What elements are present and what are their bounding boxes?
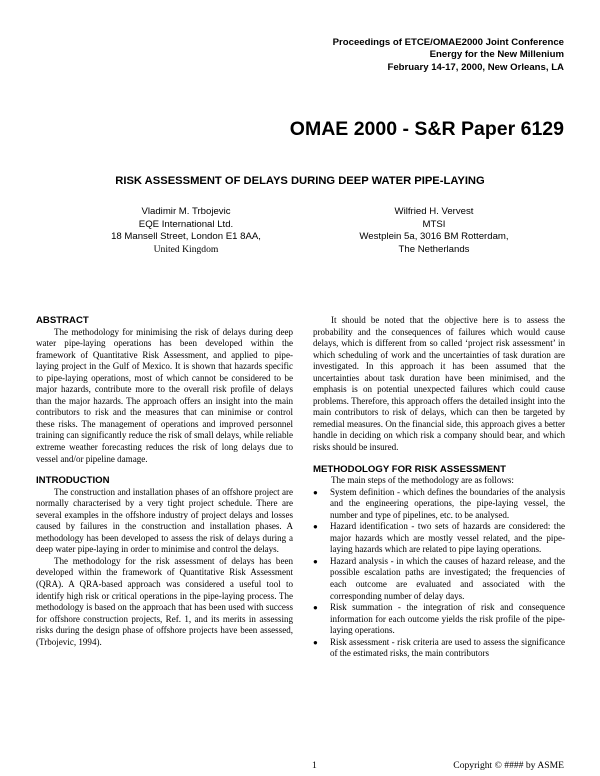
left-column (36, 315, 293, 648)
methodology-intro: The main steps of the methodology are as follows: (331, 475, 514, 486)
methodology-heading: METHODOLOGY FOR RISK ASSESSMENT (313, 463, 506, 475)
page-number: 1 (312, 760, 317, 771)
right-column (313, 315, 565, 660)
introduction-heading: INTRODUCTION (36, 475, 110, 487)
list-item-text: Risk summation - the integration of risk and consequence information for each outcome yields the risk profile of the pipe-laying operations. (330, 602, 565, 636)
abstract-text: The methodology for minimising the risk of delays during deep water pipe-laying operations has been developed within the framework of Quantitative Risk Assessment, and applied to pipe-laying project in the Gulf of Mexico. It is shown that hazards specific to pipe-laying operations, most of which cannot be considered to be major hazards, contribute more to the overall risk profile of delays than the major hazards. The approach offers an insight into the main contributors to risk and the measures that can minimise or control these risks. The management of operations and improved personnel training can significantly reduce the risk of small delays, while reliable extreme weather forecasting reduces the risk of long delays due to vessel and/or pipeline damage. (36, 326, 293, 464)
bullet-icon: ● (313, 603, 318, 613)
list-item-text: Risk assessment - risk criteria are used to assess the significance of the estimated risks, the main contributors (330, 636, 565, 659)
bullet-icon: ● (313, 637, 318, 647)
author-address: 18 Mansell Street, London E1 8AA, (111, 231, 261, 243)
paper-title: RISK ASSESSMENT OF DELAYS DURING DEEP WATER PIPE-LAYING (115, 175, 485, 187)
conference-theme: Energy for the New Millenium (429, 49, 564, 61)
list-item (313, 487, 565, 522)
list-item (313, 637, 565, 660)
methodology-steps-list (313, 487, 565, 660)
conference-date-location: February 14-17, 2000, New Orleans, LA (387, 61, 564, 73)
list-item (313, 521, 565, 556)
introduction-paragraph: The construction and installation phases of an offshore project are normally characterised by a very tight project schedule. There are several examples in the offshore industry of project delays and losses caused by failures in the construction and installation phases. A methodology has been developed to assess the risk of delays during a deep water pipe-laying in order to minimise and control the delays. (36, 486, 293, 555)
bullet-icon: ● (313, 556, 318, 566)
list-item-text: System definition - which defines the boundaries of the analysis and the engineering operations, the pipe-laying vessel, the number and type of pipelines, etc. to be analysed. (330, 486, 565, 520)
author-org: MTSI (422, 218, 446, 230)
author-block-2 (314, 206, 554, 256)
list-item (313, 602, 565, 637)
author-org: EQE International Ltd. (138, 218, 234, 230)
bullet-icon: ● (313, 522, 318, 532)
copyright-notice: Copyright © #### by ASME (453, 760, 564, 771)
list-item (313, 556, 565, 602)
author-country: United Kingdom (153, 243, 219, 255)
author-name: Vladimir M. Trbojevic (141, 206, 231, 217)
paper-number: OMAE 2000 - S&R Paper 6129 (289, 118, 564, 140)
conference-name: Proceedings of ETCE/OMAE2000 Joint Conference (332, 37, 564, 48)
list-item-text: Hazard analysis - in which the causes of hazard release, and the possible escalation paths are investigated; the frequencies of each outcome are evaluated and associated with the corresponding number of delay days. (330, 555, 565, 601)
author-name: Wilfried H. Vervest (394, 206, 474, 217)
author-address: Westplein 5a, 3016 BM Rotterdam, (359, 231, 509, 243)
introduction-paragraph: The methodology for the risk assessment of delays has been developed within the framework of Quantitative Risk Assessment (QRA). A QRA-based approach was considered a useful tool to identify high risk or critical operations in the pipe-laying process. The methodology is based on the approach that has been used with success for offshore construction projects, Ref. 1, and its merits in assessing risks during the design phase of offshore projects have been assessed, (Trbojevic, 1994). (36, 555, 293, 647)
author-country: The Netherlands (398, 243, 470, 255)
abstract-heading: ABSTRACT (36, 315, 89, 326)
conference-header (244, 37, 564, 74)
bullet-icon: ● (313, 487, 318, 497)
objective-paragraph: It should be noted that the objective here is to assess the probability and the consequences of failures which would cause delays, which is different from so called ‘project risk assessment’ in which scheduling of work and the uncertainties of task duration are investigated. In this approach it has been assumed that the uncertainties about task duration have been minimised, and the emphasis is on potential unexpected failures which could cause problems. Therefore, this approach offers the detailed insight into the main contributors to risk of delays, which can then be targeted by remedial measures. On the financial side, this approach gives a better handle in deciding on which risk a company should bear, and which risks should be insured. (313, 315, 565, 453)
author-block-1 (66, 206, 306, 256)
list-item-text: Hazard identification - two sets of hazards are considered: the major hazards which are mostly vessel related, and the pipe-laying hazards which are related to pipe laying operations. (330, 521, 565, 555)
